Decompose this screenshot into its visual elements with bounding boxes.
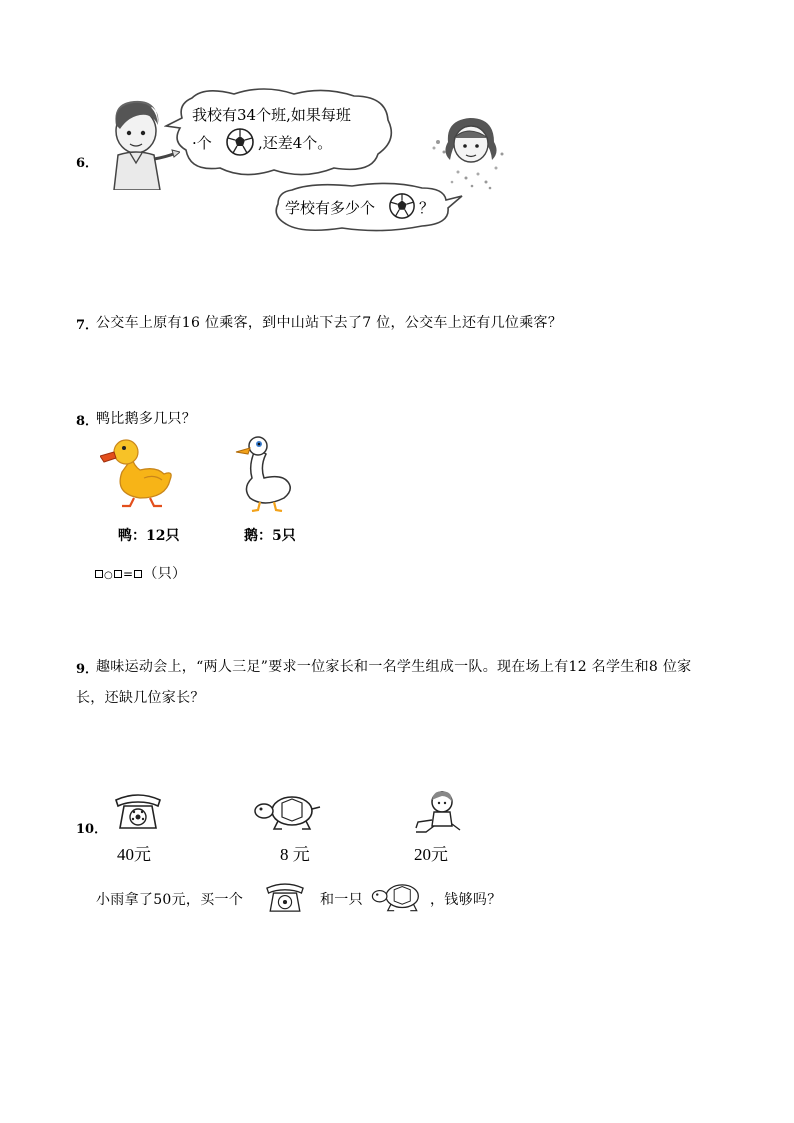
- question-7-text: 公交车上原有16 位乘客，到中山站下去了7 位，公交车上还有几位乘客？: [96, 315, 563, 331]
- doll-icon: [412, 790, 462, 834]
- girl-illustration: [428, 112, 514, 192]
- duck-count-label: 鸭：12只: [118, 528, 180, 544]
- soccer-ball-icon: [388, 192, 416, 220]
- price-telephone: 40元: [117, 845, 151, 864]
- operator-circle[interactable]: ○: [104, 570, 114, 581]
- goose-image: [234, 434, 294, 512]
- bubble1-line1: 我校有34个班,如果每班: [192, 106, 351, 124]
- turtle-icon: [252, 793, 324, 831]
- turtle-icon: [370, 880, 428, 914]
- question-9-number: 9．: [76, 662, 99, 677]
- answer-formula: ○ = （只）: [94, 563, 186, 583]
- question-7-number: 7．: [76, 318, 99, 333]
- question-8-number: 8．: [76, 414, 99, 429]
- telephone-icon: [110, 792, 166, 832]
- blank-box[interactable]: [134, 570, 142, 578]
- price-doll: 20元: [414, 845, 448, 864]
- question-10-text-a: 小雨拿了50元，买一个: [96, 892, 244, 908]
- question-9-line2: 长，还缺几位家长？: [76, 690, 205, 706]
- unit-label: （只）: [143, 566, 187, 582]
- question-10-number: 10．: [76, 822, 108, 837]
- question-9-line1: 趣味运动会上，“两人三足”要求一位家长和一名学生组成一队。现在场上有12 名学生和8 位家: [96, 659, 692, 675]
- telephone-icon: [262, 880, 308, 916]
- duck-image: [100, 436, 176, 508]
- soccer-ball-icon: [225, 127, 255, 157]
- bubble1-line2-start: ·个: [192, 134, 212, 152]
- price-turtle: 8 元: [280, 845, 310, 864]
- bubble2-text-end: ？: [419, 199, 435, 217]
- question-6-number: 6．: [76, 156, 99, 171]
- question-10-text-b: 和一只: [320, 892, 363, 908]
- bubble1-line2-end: ,还差4个。: [258, 134, 333, 152]
- blank-box[interactable]: [114, 570, 122, 578]
- question-10-text-c: ，钱够吗？: [430, 892, 502, 908]
- bubble2-text-start: 学校有多少个: [285, 199, 376, 217]
- question-8-text: 鸭比鹅多几只？: [96, 411, 197, 427]
- goose-count-label: 鹅：5只: [244, 528, 296, 544]
- blank-box[interactable]: [95, 570, 103, 578]
